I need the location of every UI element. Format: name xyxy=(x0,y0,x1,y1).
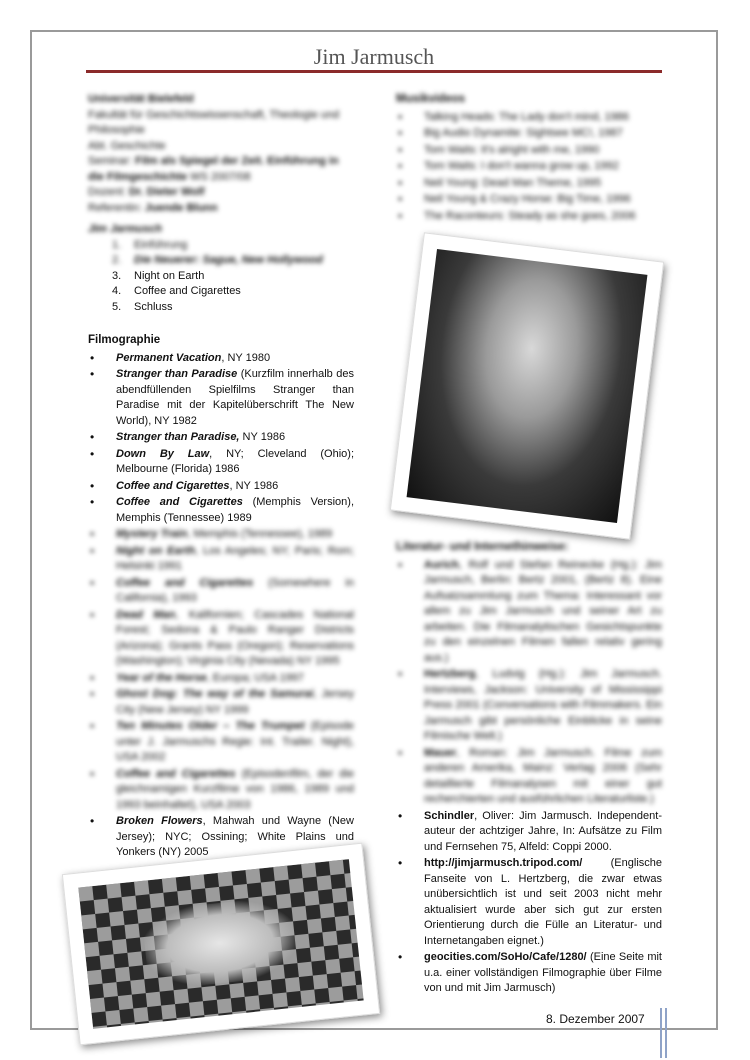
literature-list xyxy=(396,558,662,997)
footer-bar xyxy=(665,1008,667,1058)
film-title: Mystery Train xyxy=(116,528,188,540)
literature-author: Aurich xyxy=(424,558,459,571)
page-title: Jim Jarmusch xyxy=(313,44,435,69)
film-title: Stranger than Paradise, xyxy=(116,431,240,443)
outline-num: 5. xyxy=(112,300,122,313)
film-details: (Somewhere in California), 1993 xyxy=(116,576,354,604)
music-video-item: • The Raconteurs: Steady as she goes, 2006 xyxy=(396,209,662,225)
film-item xyxy=(88,687,354,718)
outline-num: 2. xyxy=(112,254,122,266)
seminar-label: Seminar: xyxy=(88,155,133,167)
literature-author: geocities.com/SoHo/Cafe/1280/ xyxy=(424,951,587,963)
film-details: , NY 1986 xyxy=(229,479,279,492)
music-video-item: • Big Audio Dynamite: Sightsee MC!, 1987 xyxy=(396,126,662,142)
portrait-image xyxy=(407,249,648,523)
literature-details: , Roman: Jim Jarmusch. Filme zum anderen Amerika, Mainz: Verlag 2006 (Sehr detaillierte Filmanalysen mit einer gut recherchierten und ausführlichen Literaturliste.) xyxy=(424,746,662,805)
music-videos-list xyxy=(396,110,662,225)
outline-num: 1. xyxy=(112,238,122,251)
outline-text: Schluss xyxy=(134,300,173,313)
film-details: , Jersey City (New Jersey) NY 1999 xyxy=(116,688,354,716)
outline-text: Coffee and Cigarettes xyxy=(134,285,241,297)
footer-date: 8. Dezember 2007 xyxy=(546,1012,645,1026)
film-item xyxy=(88,608,354,670)
university-block xyxy=(88,92,354,216)
speaker-label: Referentin: xyxy=(88,201,142,214)
music-videos-heading: Musikvideos xyxy=(396,93,466,105)
lecturer: Dr. Dieter Wolf xyxy=(128,186,205,198)
film-title: Stranger than Paradise xyxy=(116,368,238,380)
literature-details: (Eine Seite mit u.a. einer vollständigen Filmographie über Filme von und mit Jim Jarmusch) xyxy=(424,951,662,994)
music-video-item: • Tom Waits: I don't wanna grow up, 1992 xyxy=(396,159,662,175)
outline-item xyxy=(88,238,354,254)
film-item xyxy=(88,351,354,367)
film-details: , NY; Cleveland (Ohio); Melbourne (Florida) 1986 xyxy=(116,447,354,475)
film-details: (Episodenfilm, der die gleichnamigen Kurzfilme von 1986, 1989 und 1993 beinhaltet), USA 2003 xyxy=(116,767,354,811)
film-title: Ghost Dog: The way of the Samurai xyxy=(116,688,314,700)
film-title: Permanent Vacation xyxy=(116,351,222,364)
literature-item xyxy=(396,558,662,667)
music-videos-block xyxy=(396,92,662,225)
outline-list xyxy=(88,238,354,316)
portrait-photo xyxy=(390,232,664,539)
film-item xyxy=(88,495,354,526)
film-item xyxy=(88,430,354,446)
literature-item xyxy=(396,950,662,997)
film-details: (Kurzfilm innerhalb des abendfüllenden Spielfilms Stranger than Paradise mit der Kapitelüberschrift The New World), NY 1982 xyxy=(116,368,354,427)
seminar-title: Film als Spiegel der Zeit. Einführung in die Filmgeschichte xyxy=(88,155,339,183)
film-item xyxy=(88,767,354,814)
outline-item xyxy=(88,269,354,285)
outline-block xyxy=(88,222,354,315)
music-video-item: • Tom Waits: It's alright with me, 1990 xyxy=(396,143,662,159)
film-details: , Los Angeles; NY; Paris; Rom; Helsinki 1991 xyxy=(116,544,354,572)
film-item xyxy=(88,544,354,575)
film-details: (Memphis Version), Memphis (Tennessee) 1989 xyxy=(116,496,354,524)
film-title: Night on Earth xyxy=(116,544,196,557)
literature-item xyxy=(396,746,662,808)
film-item xyxy=(88,447,354,478)
film-details: NY 1986 xyxy=(239,431,286,443)
coffee-table-image xyxy=(78,859,363,1029)
university-name: Universität Bielefeld xyxy=(88,93,194,105)
film-details: , NY 1980 xyxy=(221,351,271,364)
film-title: Dead Man xyxy=(116,608,176,621)
literature-details: , Oliver: Jim Jarmusch. Independent-auteur der achtziger Jahre, In: Aufsätze zu Film und Fernsehen 75, Alfeld: Coppi 2000. xyxy=(424,809,662,853)
film-details: , Mahwah und Wayne (New Jersey); NYC; Ossining; White Plains und Yonkers (NY) 2005 xyxy=(116,815,354,858)
literature-author: http://jimjarmusch.tripod.com/ xyxy=(424,857,583,869)
literature-author: Mauer xyxy=(424,746,457,759)
film-title: Broken Flowers xyxy=(116,815,203,827)
film-details: , Memphis (Tennessee), 1989 xyxy=(187,528,333,540)
literature-block xyxy=(396,540,662,998)
title-rule xyxy=(86,70,662,73)
film-title: Year of the Horse xyxy=(116,671,207,684)
film-details: , Europa; USA 1997 xyxy=(206,671,304,684)
film-title: Coffee and Cigarettes xyxy=(116,479,230,492)
film-title: Coffee and Cigarettes xyxy=(116,576,254,589)
film-title: Coffee and Cigarettes xyxy=(116,496,243,508)
film-item xyxy=(88,479,354,495)
coffee-table-photo xyxy=(62,843,380,1046)
outline-text: Einführung xyxy=(134,238,188,251)
literature-details: , Rolf und Stefan Reinecke (Hg.): Jim Jarmusch, Berlin: Bertz 2001, (Bertz 8). Eine Aufsatzsammlung zum Thema: Interessant vor allem zu Jim Jarmusch und seiner Art zu arbeiten. Die Filmanalytischen Gesichtspunkte zu den einzelnen Filmen fallen relativ gering aus.) xyxy=(424,558,662,664)
outline-text: Die Neuerer: Sague, New Hollywood xyxy=(134,254,323,266)
literature-heading: Literatur- und Internethinweise: xyxy=(396,541,569,553)
lecturer-label: Dozent: xyxy=(88,186,126,198)
film-item xyxy=(88,527,354,543)
music-video-item: • Talking Heads: The Lady don't mind, 1986 xyxy=(396,110,662,126)
film-details: , Kalifornien; Cascades National Forest; Sedona & Paulo Ranger Districts (Arizona); Grants Pass (Oregon); Reservations (Washington); Virginia City (Nevada) NY 1995 xyxy=(116,608,354,667)
literature-item xyxy=(396,856,662,949)
faculty: Fakultät für Geschichtswissenschaft, Theologie und Philosophie xyxy=(88,108,340,136)
outline-num: 4. xyxy=(112,285,122,297)
film-title: Ten Minutes Older – The Trumpet xyxy=(116,720,305,732)
film-item xyxy=(88,671,354,687)
film-item xyxy=(88,719,354,766)
filmography-block xyxy=(88,333,354,862)
film-title: Coffee and Cigarettes xyxy=(116,767,236,780)
semester: WS 2007/08 xyxy=(190,170,251,183)
speaker: Juende Blunn xyxy=(144,201,218,214)
outline-text: Night on Earth xyxy=(134,269,205,282)
literature-author: Schindler xyxy=(424,809,475,822)
literature-item xyxy=(396,809,662,856)
filmography-heading: Filmographie xyxy=(88,334,161,346)
film-details: (Episode unter J. Jarmuschs Regie: Int. Trailer. Night), USA 2002 xyxy=(116,720,354,763)
literature-author: Hertzberg xyxy=(424,668,476,680)
outline-item xyxy=(88,300,354,316)
outline-item xyxy=(88,284,354,300)
film-item xyxy=(88,367,354,429)
music-video-item: • Neil Young: Dead Man Theme, 1995 xyxy=(396,176,662,192)
department: Abt. Geschichte xyxy=(88,139,166,152)
literature-details: , Ludvig (Hg.): Jim Jarmusch. Interviews, Jackson: University of Mississippi Press 2001 (Conversations with Filmmakers. Ein Jarmusch gibt persönliche Einblicke in seine Filmische Welt.) xyxy=(424,668,662,742)
literature-details: (Englische Fanseite von L. Hertzberg, die zwar etwas unübersichtlich ist und seit 2003 nicht mehr aktualisiert wurde aber sich gut zur ersten Orientierung durch die Fülle an Literatur- und Internetangaben eignet.) xyxy=(424,857,662,947)
footer-bar xyxy=(660,1008,662,1058)
outline-num: 3. xyxy=(112,269,122,282)
outline-heading: Jim Jarmusch xyxy=(88,223,162,235)
literature-item xyxy=(396,667,662,745)
film-item xyxy=(88,576,354,607)
music-video-item: • Neil Young & Crazy Horse: Big Time, 1996 xyxy=(396,192,662,208)
outline-item xyxy=(88,253,354,269)
filmography-list xyxy=(88,351,354,861)
film-title: Down By Law xyxy=(116,447,210,460)
